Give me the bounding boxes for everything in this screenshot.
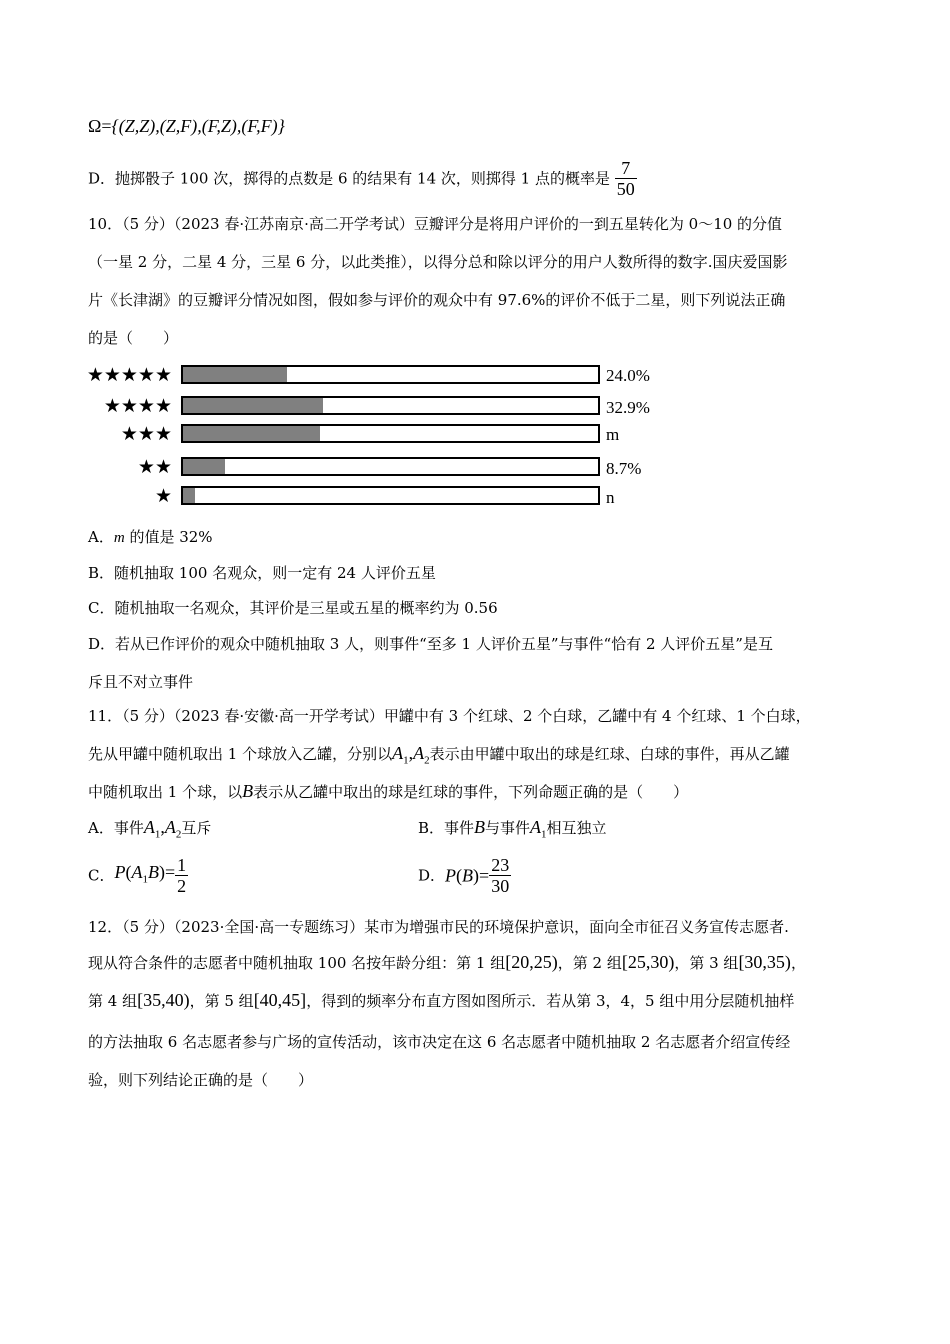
q12-stem-line-4: 的方法抽取 6 名志愿者参与广场的宣传活动，该市决定在这 6 名志愿者中随机抽取 2 名志愿者介绍宣传经 xyxy=(88,1033,791,1051)
omega-prefix: Ω= xyxy=(88,116,112,136)
event-b: B xyxy=(242,781,254,801)
events-a1-a2: $A_1,A_2$ xyxy=(143,817,182,841)
rating-bar-fill xyxy=(183,426,320,441)
q10-option-d-line-2: 斥且不对立事件 xyxy=(88,673,194,691)
option-text: B．事件 xyxy=(418,819,475,837)
rating-bar xyxy=(181,396,600,415)
option-text: 的值是 32% xyxy=(124,528,213,546)
option-text: 相互独立 xyxy=(546,819,607,837)
q11-option-d xyxy=(418,855,511,896)
fraction-denominator: 50 xyxy=(616,179,635,199)
rating-row-stars: ★ xyxy=(154,485,172,507)
q10-stem-line-2: （一星 2 分，二星 4 分，三星 6 分，以此类推），以得分总和除以评分的用户人数所得的数字.国庆爱国影 xyxy=(88,253,788,271)
q12-text: ，第 5 组 xyxy=(189,992,254,1010)
rating-row-stars: ★★★ xyxy=(120,423,172,445)
q11-text: 中随机取出 1 个球，以 xyxy=(88,783,243,801)
q9-option-d xyxy=(88,158,637,199)
q11-stem-line-2 xyxy=(88,743,790,771)
q11-option-d-fraction xyxy=(489,855,511,896)
q11-text: 表示由甲罐中取出的球是红球、白球的事件，再从乙罐 xyxy=(429,745,790,763)
q12-stem-line-2 xyxy=(88,952,806,973)
q11-text: 表示从乙罐中取出的球是红球的事件，下列命题正确的是（ ） xyxy=(253,783,689,801)
probability-expression: P(B)= xyxy=(445,865,490,886)
q11-option-a xyxy=(88,817,211,845)
q12-stem-line-1: 12．（5 分）（2023·全国·高一专题练习）某市为增强市民的环境保护意识，面向全市征召义务宣传志愿者. xyxy=(88,918,789,936)
q11-option-c-fraction xyxy=(175,855,188,896)
rating-bar-label: n xyxy=(606,488,615,507)
fraction-denominator: 30 xyxy=(491,876,510,896)
rating-bar-fill xyxy=(183,367,287,382)
option-letter: A． xyxy=(88,528,114,546)
event-b: B xyxy=(474,817,486,837)
q11-option-b xyxy=(418,817,607,845)
fraction-denominator: 2 xyxy=(177,876,187,896)
rating-bar-label: m xyxy=(606,425,620,444)
sample-space-line xyxy=(88,116,285,137)
q10-stem-line-4: 的是（ ） xyxy=(88,329,179,347)
q10-option-d-line-1: D．若从已作评价的观众中随机抽取 3 人，则事件“至多 1 人评价五星”与事件“恰有 2 人评价五星”是互 xyxy=(88,635,773,653)
variable-m: m xyxy=(113,530,125,546)
q10-stem-line-1: 10．（5 分）（2023 春·江苏南京·高二开学考试）豆瓣评分是将用户评价的一到五星转化为 0～10 的分值 xyxy=(88,215,783,233)
q11-stem-line-1: 11．（5 分）（2023 春·安徽·高一开学考试）甲罐中有 3 个红球、2 个白球，乙罐中有 4 个红球、1 个白球， xyxy=(88,707,811,725)
probability-expression: $P(A_1B)=$ xyxy=(114,861,176,886)
omega-set: {(Z,Z),(Z,F),(F,Z),(F,F)} xyxy=(111,116,285,136)
q12-text: ，第 2 组 xyxy=(557,954,622,972)
option-letter: C． xyxy=(88,866,115,885)
q12-text: 现从符合条件的志愿者中随机抽取 100 名按年龄分组：第 1 组 xyxy=(88,954,506,972)
fraction-numerator: 1 xyxy=(177,855,187,875)
q10-option-b: B．随机抽取 100 名观众，则一定有 24 人评价五星 xyxy=(88,564,436,582)
option-text: A．事件 xyxy=(88,819,144,837)
rating-bar-fill xyxy=(183,459,225,474)
rating-bar xyxy=(181,457,600,476)
fraction-numerator: 7 xyxy=(615,158,637,179)
rating-bar xyxy=(181,365,600,384)
rating-bar xyxy=(181,486,600,505)
option-text: 与事件 xyxy=(485,819,531,837)
rating-bar xyxy=(181,424,600,443)
q12-stem-line-3 xyxy=(88,990,794,1011)
rating-row-stars: ★★★★★ xyxy=(86,364,172,386)
fraction-numerator: 23 xyxy=(491,855,510,875)
q11-option-c xyxy=(88,855,188,896)
q10-option-c: C．随机抽取一名观众，其评价是三星或五星的概率约为 0.56 xyxy=(88,599,498,617)
rating-bar-label: 32.9% xyxy=(606,398,650,417)
rating-bar-fill xyxy=(183,398,323,413)
interval-group-4: [35,40) xyxy=(137,990,190,1010)
q12-stem-line-5: 验，则下列结论正确的是（ ） xyxy=(88,1071,314,1089)
interval-group-2: [25,30) xyxy=(621,952,675,972)
interval-group-5: [40,45] xyxy=(253,990,307,1010)
q12-text: ，第 3 组 xyxy=(674,954,739,972)
option-letter: D． xyxy=(418,866,446,885)
interval-group-3: [30,35) xyxy=(738,952,791,972)
q12-text: ，得到的频率分布直方图如图所示．若从第 3，4，5 组中用分层随机抽样 xyxy=(306,992,795,1010)
event-a1: $A_1$ xyxy=(530,817,547,841)
rating-row-stars: ★★ xyxy=(137,456,172,478)
rating-row-stars: ★★★★ xyxy=(103,395,172,417)
interval-group-1: [20,25) xyxy=(505,952,558,972)
q11-stem-line-3 xyxy=(88,781,688,802)
option-text: 互斥 xyxy=(181,819,212,837)
rating-bar-label: 24.0% xyxy=(606,366,650,385)
q10-option-a xyxy=(88,527,213,548)
q12-text: ， xyxy=(790,954,806,972)
q9-option-d-fraction xyxy=(615,158,637,199)
rating-bar-label: 8.7% xyxy=(606,459,642,478)
q9-option-d-text: D．抛掷骰子 100 次，掷得的点数是 6 的结果有 14 次，则掷得 1 点的概率是 xyxy=(88,169,610,188)
events-a1-a2: $A_1,A_2$ xyxy=(392,743,430,767)
q11-text: 先从甲罐中随机取出 1 个球放入乙罐，分别以 xyxy=(88,745,393,763)
q12-text: 第 4 组 xyxy=(88,992,138,1010)
q10-stem-line-3: 片《长津湖》的豆瓣评分情况如图，假如参与评价的观众中有 97.6%的评价不低于二星，则下列说法正确 xyxy=(88,291,786,309)
rating-bar-fill xyxy=(183,488,195,503)
